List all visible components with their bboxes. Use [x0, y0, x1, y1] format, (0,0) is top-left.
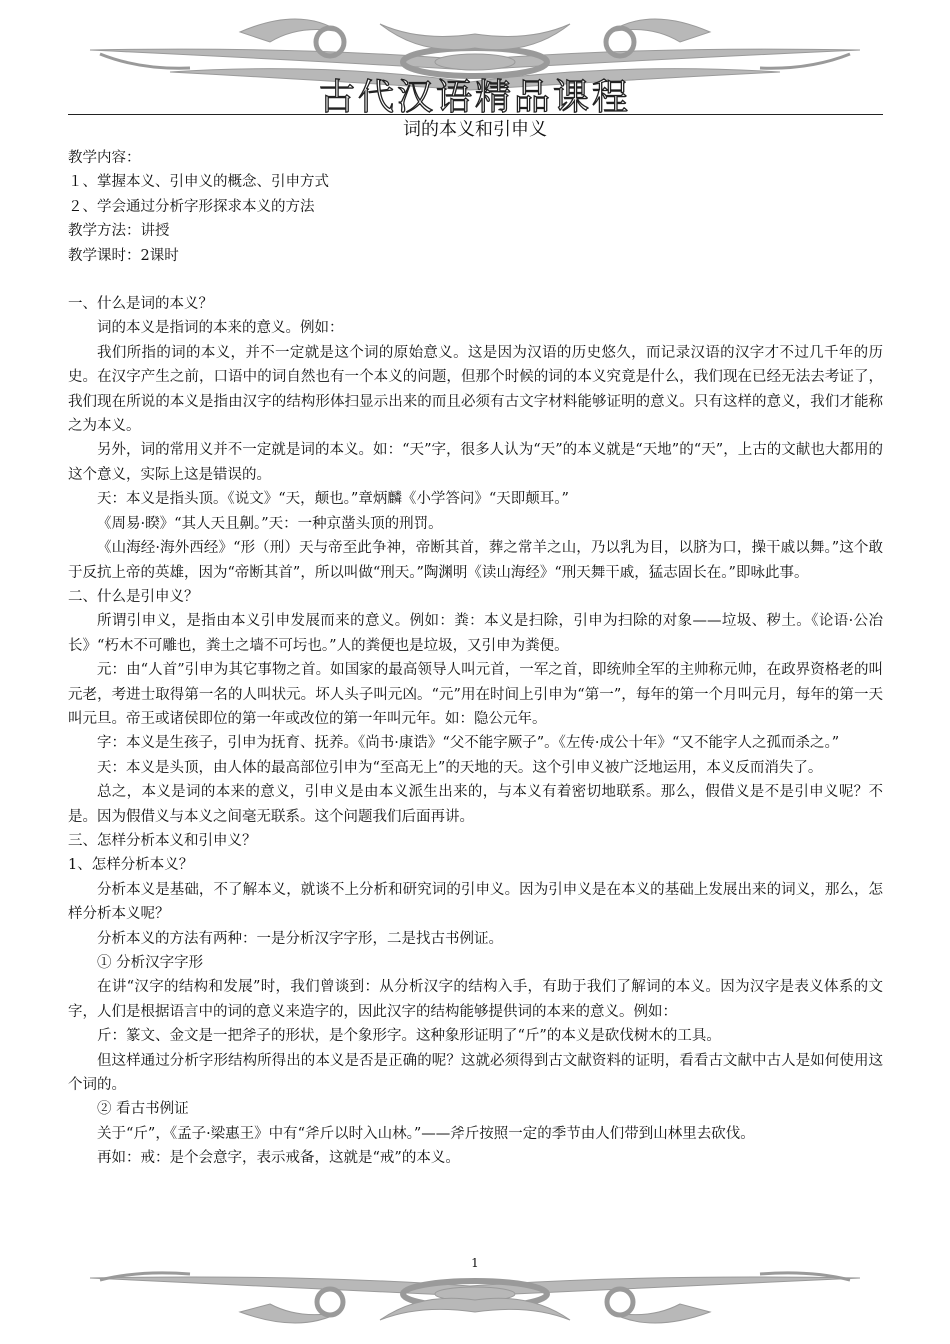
paragraph: 《山海经·海外西经》“形（刑）天与帝至此争神，帝断其首，葬之常羊之山，乃以乳为目，以脐为口，操干戚以舞。”这个敢于反抗上帝的英雄，因为“帝断其首”，所以叫做“刑天。”陶渊明《读山海经》“刑天舞干戚，猛志固长在。”即咏此事。 [68, 540, 883, 581]
page-number: 1 [471, 1256, 479, 1270]
paragraph: 分析本义的方法有两种：一是分析汉字字形，二是找古书例证。 [97, 930, 503, 947]
paragraph: 在讲“汉字的结构和发展”时，我们曾谈到：从分析汉字的结构入手，有助于我们了解词的本义。因为汉字是表义体系的文字，人们是根据语言中的词的意义来造字的，因此汉字的结构能够提供词的本来的意义。例如： [68, 979, 883, 1020]
paragraph: 天：本义是头顶，由人体的最高部位引申为“至高无上”的天地的天。这个引申义被广泛地运用，本义反而消失了。 [97, 759, 823, 776]
section-heading: 二、什么是引申义？ [68, 588, 199, 605]
section-heading: 三、怎样分析本义和引申义？ [68, 832, 257, 849]
intro-line: ２、学会通过分析字形探求本义的方法 [68, 198, 315, 215]
paragraph: 所谓引申义，是指由本义引申发展而来的意义。例如：粪：本义是扫除，引申为扫除的对象——垃圾、秽土。《论语·公冶长》“朽木不可雕也，粪土之墙不可圬也。”人的粪便也是垃圾，又引申为粪便。 [68, 613, 883, 654]
page-title: 词的本义和引申义 [403, 119, 547, 140]
section-heading: 一、什么是词的本义？ [68, 296, 213, 313]
intro-line: 教学内容： [68, 150, 141, 166]
spacer [68, 268, 883, 292]
intro-line: 教学课时：2课时 [68, 247, 179, 264]
paragraph: 总之，本义是词的本来的意义，引申义是由本义派生出来的，与本义有着密切地联系。那么，假借义是不是引申义呢？不是。因为假借义与本义之间毫无联系。这个问题我们后面再讲。 [68, 784, 883, 825]
paragraph: 天：本义是指头顶。《说文》“天，颠也。”章炳麟《小学答问》“天即颠耳。” [97, 491, 569, 508]
paragraph: 我们所指的词的本义，并不一定就是这个词的原始意义。这是因为汉语的历史悠久，而记录汉语的汉字才不过几千年的历史。在汉字产生之前，口语中的词自然也有一个本义的问题，但那个时候的词的本义究竟是什么，我们现在已经无法去考证了，我们现在所说的本义是指由汉字的结构形体扫显示出来的而且必须有古文字材料能够证明的意义。只有这样的意义，我们才能称之为本义。 [68, 344, 883, 435]
paragraph: 但这样通过分析字形结构所得出的本义是否是正确的呢？这就必须得到古文献资料的证明，看看古文献中古人是如何使用这个词的。 [68, 1052, 883, 1094]
paragraph: 元：由“人首”引申为其它事物之首。如国家的最高领导人叫元首，一军之首，即统帅全军的主帅称元帅，在政界资格老的叫元老，考进士取得第一名的人叫状元。坏人头子叫元凶。“元”用在时间上引申为“第一”，每年的第一个月叫元月，每年的第一天叫元旦。帝王或诸侯即位的第一年或改位的第一年叫元年。如：隐公元年。 [68, 662, 883, 727]
lecture-content [68, 146, 883, 1171]
paragraph: 关于“斤”，《孟子·梁惠王》中有“斧斤以时入山林。”——斧斤按照一定的季节由人们带到山林里去砍伐。 [97, 1125, 755, 1142]
subsection-heading: 1、怎样分析本义？ [68, 857, 194, 874]
paragraph: 分析本义是基础，不了解本义，就谈不上分析和研究词的引申义。因为引申义是在本义的基础上发展出来的词义，那么，怎样分析本义呢？ [68, 881, 883, 923]
paragraph: 词的本义是指词的本来的意义。例如： [97, 320, 344, 337]
subsection-heading: ① 分析汉字字形 [97, 955, 204, 971]
intro-line: １、掌握本义、引申义的概念、引申方式 [68, 174, 329, 191]
header-divider [68, 114, 883, 115]
bottom-scroll-ornament [0, 1262, 950, 1340]
paragraph: 字：本义是生孩子，引申为抚育、抚养。《尚书·康诰》“父不能字厥子”。《左传·成公十年》“又不能字人之孤而杀之。” [97, 735, 840, 752]
intro-line: 教学方法：讲授 [68, 223, 170, 240]
course-banner: 古代汉语精品课程 [318, 77, 631, 118]
subsection-heading: ② 看古书例证 [97, 1101, 189, 1118]
paragraph: 斤：篆文、金文是一把斧子的形状，是个象形字。这种象形证明了“斤”的本义是砍伐树木的工具。 [97, 1028, 721, 1045]
paragraph: 另外，词的常用义并不一定就是词的本义。如：“天”字，很多人认为“天”的本义就是“天地”的“天”，上古的文献也大都用的这个意义，实际上这是错误的。 [68, 442, 883, 483]
paragraph: 《周易·睽》“其人天且劓。”天：一种京凿头顶的刑罚。 [97, 515, 443, 532]
paragraph: 再如：戒：是个会意字，表示戒备，这就是“戒”的本义。 [97, 1150, 460, 1167]
